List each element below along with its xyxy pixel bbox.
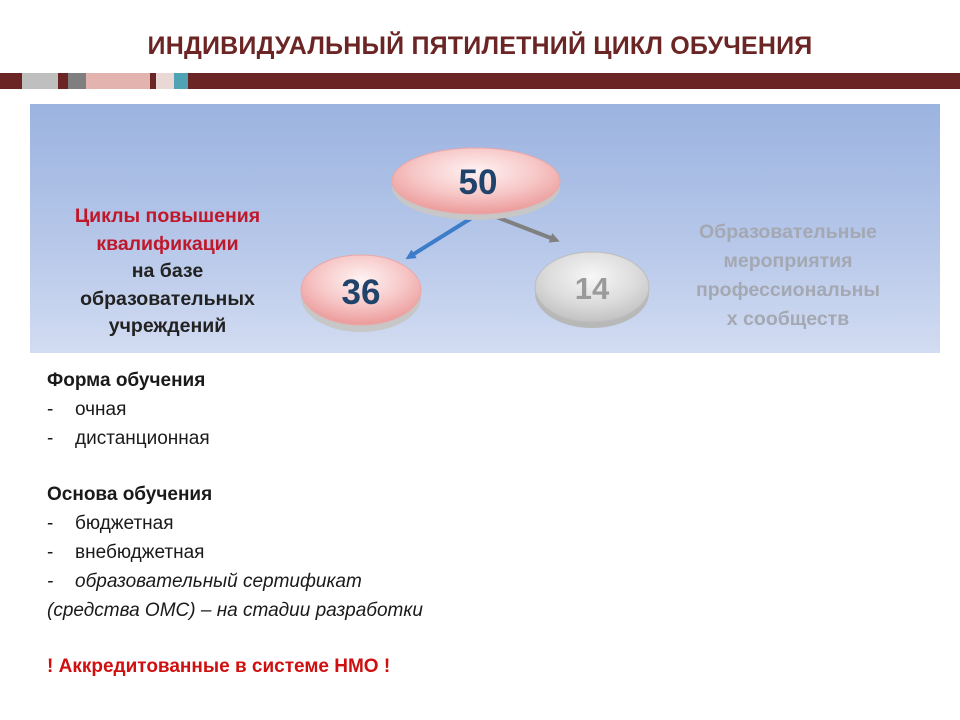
basis-item: образовательный сертификат xyxy=(75,571,362,592)
bullet-dash: - xyxy=(47,513,54,534)
details-section xyxy=(47,367,747,681)
arrow-to-left xyxy=(409,214,478,257)
form-heading: Форма обучения xyxy=(47,370,206,391)
form-item: очная xyxy=(75,399,127,420)
bullet-dash: - xyxy=(47,399,54,420)
right-label-line: мероприятия xyxy=(723,250,853,272)
right-label-line: Образовательные xyxy=(699,221,877,243)
left-node xyxy=(301,255,421,332)
left-label-line: образовательных xyxy=(80,287,255,310)
right-label-line: х сообществ xyxy=(726,308,850,330)
left-value: 36 xyxy=(341,273,381,312)
list-item xyxy=(47,395,747,424)
total-value: 50 xyxy=(458,163,498,202)
accreditation-note: ! Аккредитованные в системе НМО ! xyxy=(47,656,391,677)
bullet-dash: - xyxy=(47,428,54,449)
right-node xyxy=(535,252,649,328)
form-item: дистанционная xyxy=(75,428,210,449)
list-item xyxy=(47,424,747,453)
bullet-dash: - xyxy=(47,542,54,563)
list-item xyxy=(47,509,747,538)
right-value: 14 xyxy=(574,271,610,306)
list-item xyxy=(47,567,747,596)
bullet-dash: - xyxy=(47,571,54,592)
arrow-to-right xyxy=(494,216,556,240)
list-item xyxy=(47,538,747,567)
left-label-line: квалификации xyxy=(96,232,239,255)
left-label-line: на базе xyxy=(131,260,204,282)
basis-heading: Основа обучения xyxy=(47,484,213,505)
total-node xyxy=(392,148,560,220)
left-label-line: учреждений xyxy=(108,315,227,337)
left-label xyxy=(45,203,290,341)
basis-note: (средства ОМС) – на стадии разработки xyxy=(47,600,423,621)
left-label-line: Циклы повышения xyxy=(74,205,261,227)
page-title: ИНДИВИДУАЛЬНЫЙ ПЯТИЛЕТНИЙ ЦИКЛ ОБУЧЕНИЯ xyxy=(147,32,813,60)
basis-item: внебюджетная xyxy=(75,542,205,563)
right-label xyxy=(668,218,908,334)
basis-item: бюджетная xyxy=(75,513,174,534)
right-label-line: профессиональны xyxy=(695,279,880,301)
